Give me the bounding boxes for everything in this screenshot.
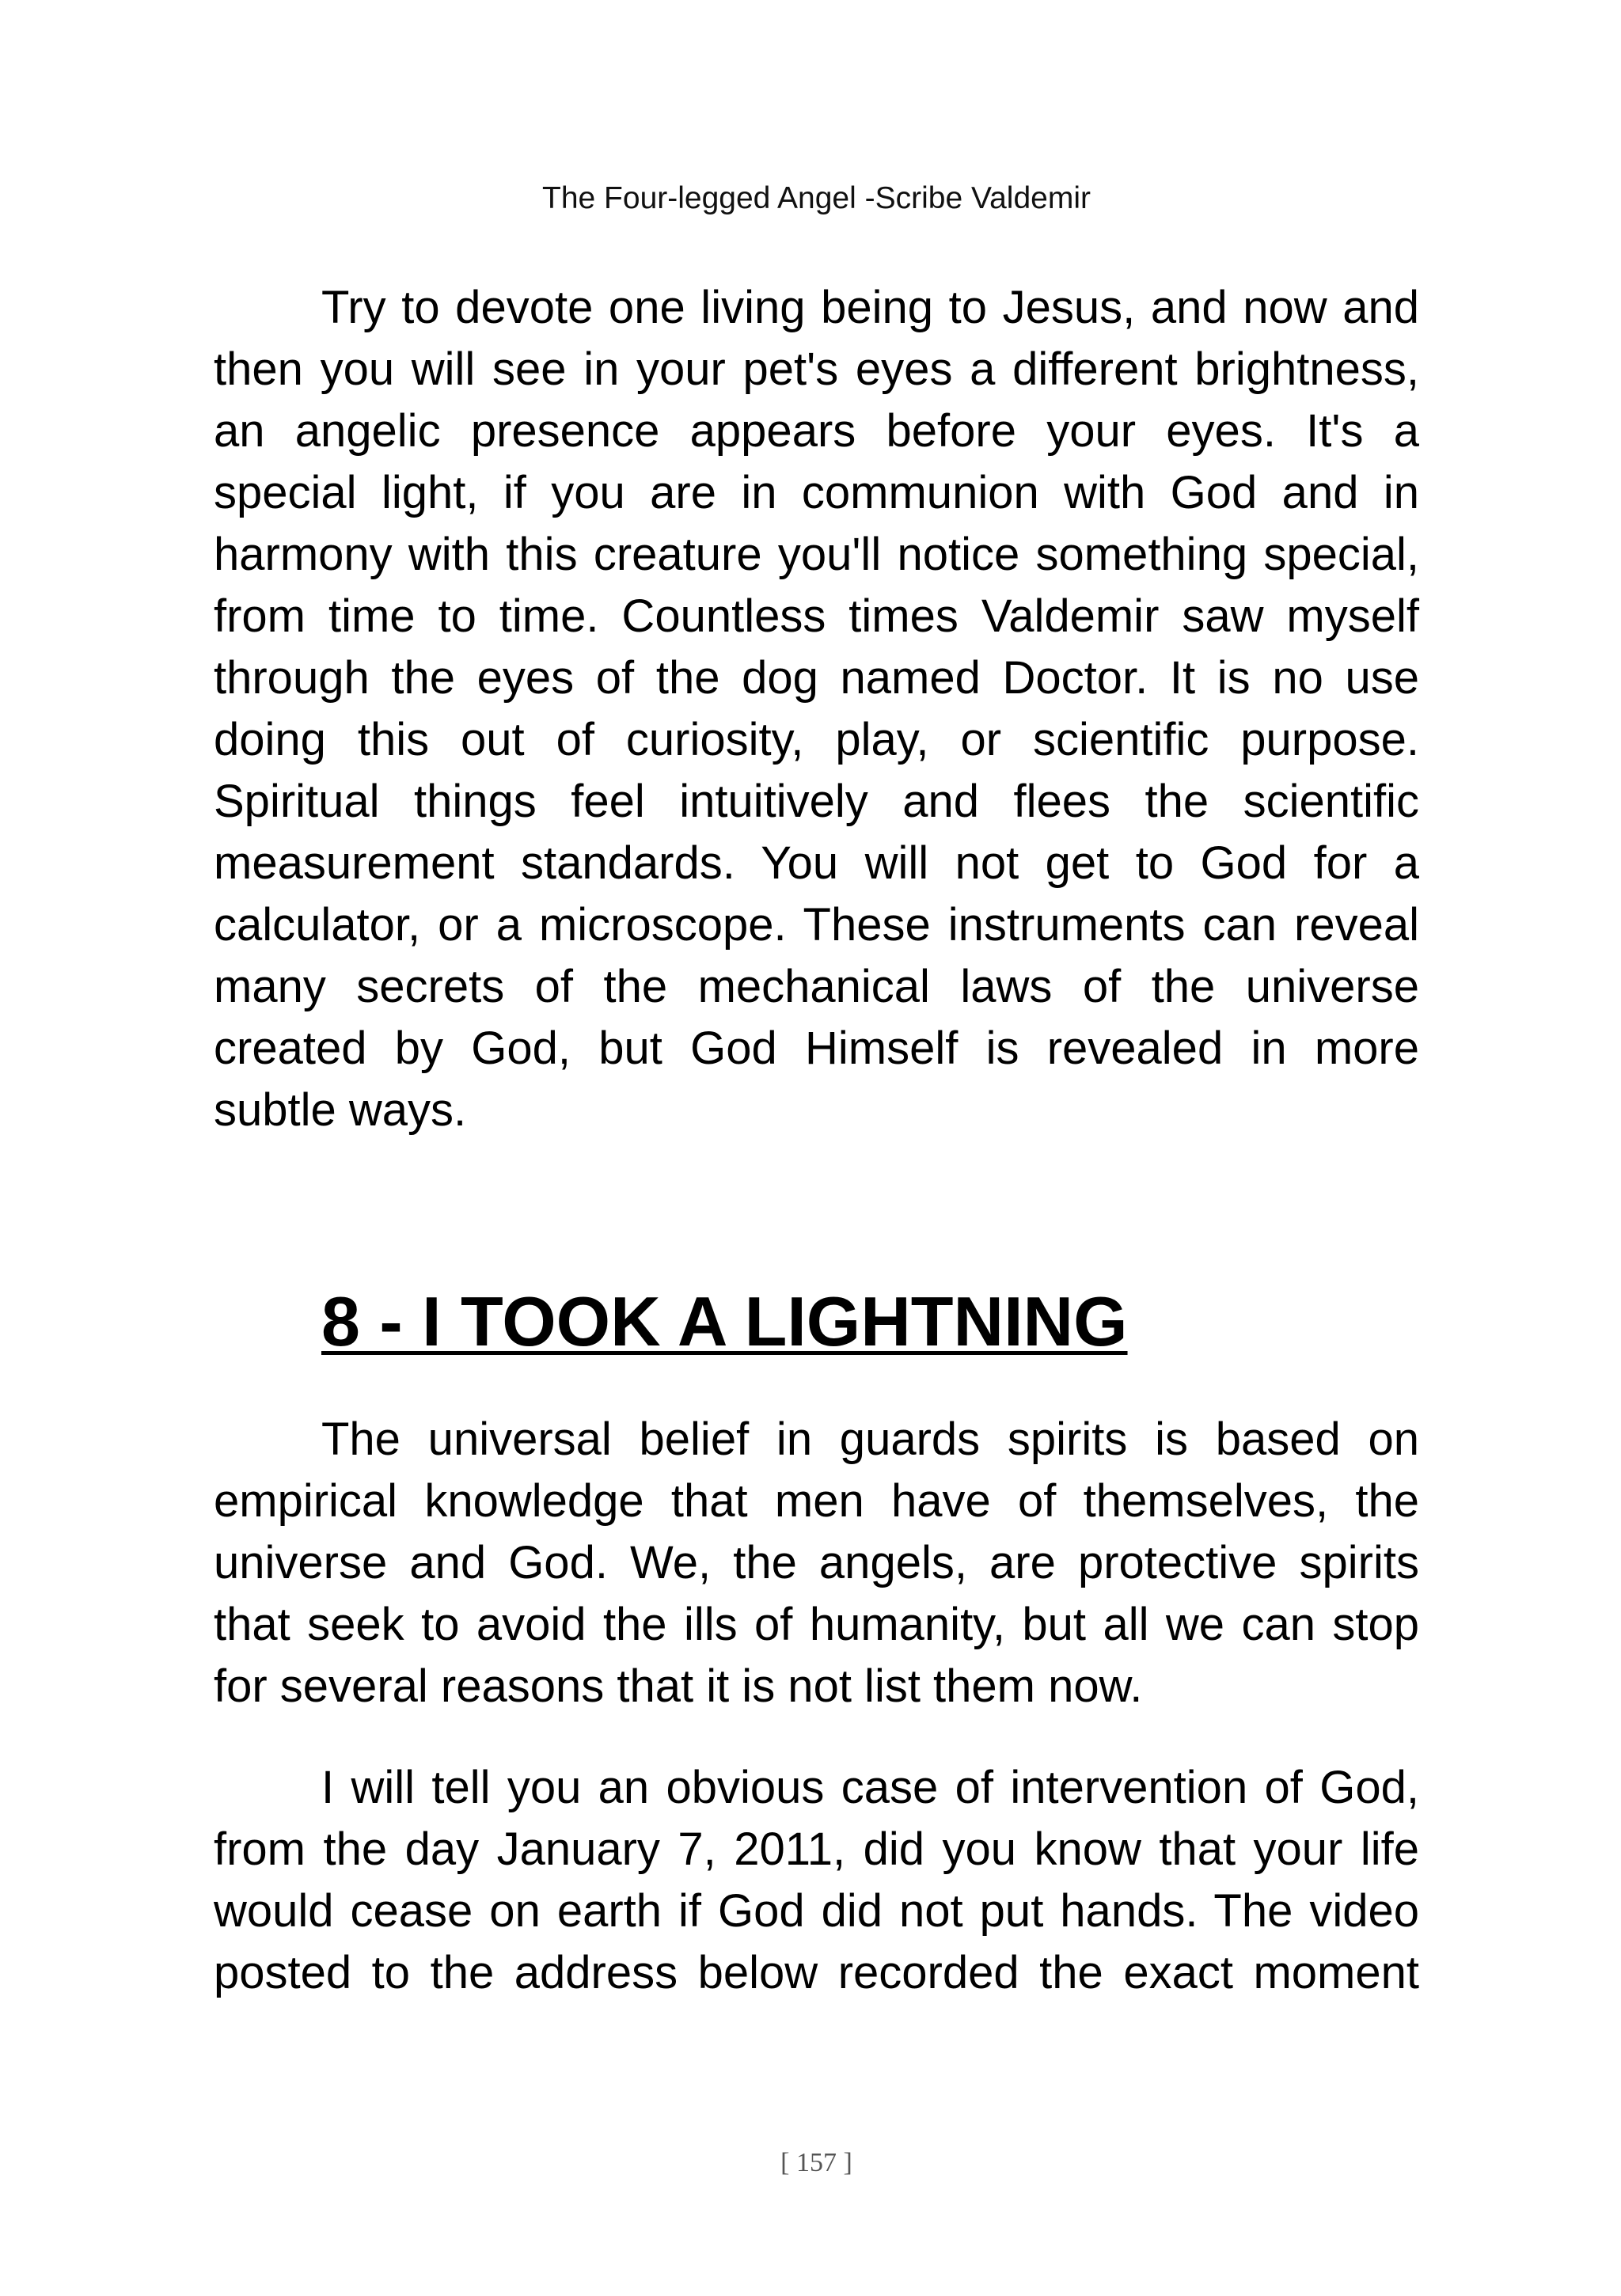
- chapter-paragraph: [214, 1757, 1419, 2004]
- text-line: then you will see in your pet's eyes a different brightness,: [214, 343, 1419, 395]
- text-line: through the eyes of the dog named Doctor. It is no use: [214, 652, 1419, 704]
- chapter-heading: 8 - I TOOK A LIGHTNING: [321, 1282, 1128, 1361]
- text-line: many secrets of the mechanical laws of the universe: [214, 961, 1419, 1012]
- text-line: Spiritual things feel intuitively and flees the scientific: [214, 776, 1419, 827]
- text-line: The universal belief in guards spirits is based on: [321, 1414, 1419, 1465]
- running-header: The Four-legged Angel -Scribe Valdemir: [542, 181, 1091, 215]
- text-line: I will tell you an obvious case of intervention of God,: [321, 1762, 1419, 1813]
- text-line: that seek to avoid the ills of humanity, but all we can stop: [214, 1599, 1419, 1650]
- text-line: from the day January 7, 2011, did you know that your life: [214, 1824, 1419, 1875]
- text-line: from time to time. Countless times Valdemir saw myself: [214, 590, 1419, 642]
- text-line: empirical knowledge that men have of themselves, the: [214, 1475, 1419, 1527]
- text-line: would cease on earth if God did not put hands. The video: [214, 1885, 1419, 1937]
- page-number: [ 157 ]: [780, 2148, 852, 2177]
- text-line: special light, if you are in communion with God and in: [214, 467, 1419, 518]
- text-line: Try to devote one living being to Jesus, and now and: [321, 282, 1419, 333]
- text-line: created by God, but God Himself is revealed in more: [214, 1023, 1419, 1074]
- text-line: subtle ways.: [214, 1084, 467, 1136]
- intro-paragraph: [214, 277, 1419, 1141]
- text-line: calculator, or a microscope. These instruments can reveal: [214, 899, 1419, 951]
- text-line: doing this out of curiosity, play, or scientific purpose.: [214, 714, 1419, 765]
- text-line: an angelic presence appears before your eyes. It's a: [214, 405, 1419, 457]
- text-line: measurement standards. You will not get to God for a: [214, 837, 1419, 889]
- text-line: posted to the address below recorded the exact moment: [214, 1947, 1419, 1998]
- text-line: for several reasons that it is not list them now.: [214, 1660, 1143, 1712]
- chapter-paragraph: [214, 1409, 1419, 1717]
- text-line: universe and God. We, the angels, are protective spirits: [214, 1537, 1419, 1588]
- text-line: harmony with this creature you'll notice something special,: [214, 529, 1419, 580]
